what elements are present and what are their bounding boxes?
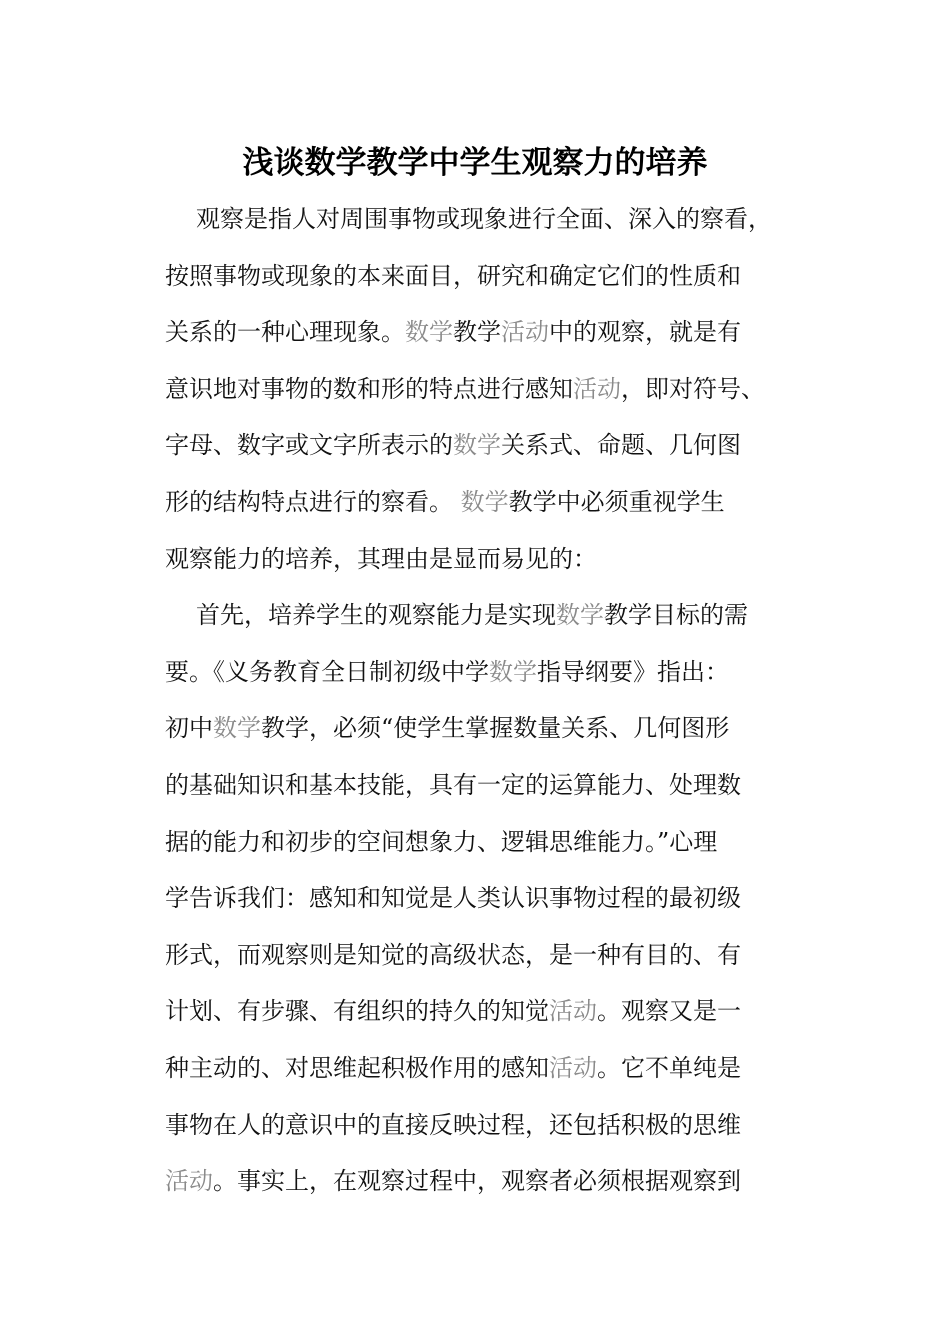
text-segment: 的基础知识和基本技能，具有一定的运算能力、处理数 [165,771,741,799]
highlighted-term: 活动 [549,997,597,1026]
text-segment: 关系的一种心理现象。 [165,318,405,347]
text-line [165,1161,805,1201]
text-line [165,1048,805,1088]
text-segment: 事物在人的意识中的直接反映过程，还包括积极的思维 [165,1110,741,1139]
text-segment: 。它不单纯是 [597,1054,741,1082]
text-line [165,765,805,805]
text-segment: 形的结构特点进行的察看。 [165,488,461,516]
text-line [165,822,805,862]
text-segment: 。事实上，在观察过程中，观察者必须根据观察到 [213,1167,741,1196]
text-line [165,708,805,748]
text-line [165,312,805,352]
text-segment: 初中 [165,714,213,743]
page-title: 浅谈数学教学中学生观察力的培养 [242,145,708,181]
text-segment: 教学中必须重视学生 [508,488,725,516]
highlighted-term: 数学 [460,488,509,516]
text-segment: 按照事物或现象的本来面目，研究和确定它们的性质和 [165,261,741,290]
text-line [165,369,805,409]
text-line [196,199,836,239]
text-segment: 计划、有步骤、有组织的持久的知觉 [165,997,549,1026]
highlighted-term: 数学 [453,431,501,460]
text-segment: 指导纲要》指出： [537,657,729,686]
text-segment: 教学目标的需 [604,601,748,630]
text-line [165,425,805,465]
text-segment: 观察能力的培养，其理由是显而易见的： [165,544,597,573]
text-line [165,1105,805,1145]
text-segment: 意识地对事物的数和形的特点进行感知 [165,374,573,403]
text-segment: ，即对符号、 [621,374,765,403]
text-line [196,595,836,635]
text-segment: 关系式、命题、几何图 [501,431,741,460]
text-segment: 据的能力和初步的空间想象力、逻辑思维能力。”心理 [165,827,718,856]
text-segment: 字母、数字或文字所表示的 [165,431,453,460]
text-segment: 观察是指人对周围事物或现象进行全面、深入的察看， [196,205,772,233]
text-line [165,878,805,918]
text-segment: 要。《义务教育全日制初级中学 [165,657,489,686]
highlighted-term: 活动 [165,1167,213,1196]
text-segment: 教学 [453,318,501,347]
highlighted-term: 活动 [573,374,621,403]
text-line [165,652,805,692]
highlighted-term: 数学 [213,714,261,743]
text-line [165,482,805,522]
text-line [165,256,805,296]
text-segment: 学告诉我们：感知和知觉是人类认识事物过程的最初级 [165,884,741,913]
text-segment: 形式，而观察则是知觉的高级状态，是一种有目的、有 [165,940,741,969]
highlighted-term: 数学 [489,657,537,686]
highlighted-term: 活动 [549,1054,597,1082]
text-segment: 中的观察，就是有 [549,318,741,347]
text-line [165,539,805,579]
text-segment: 教学，必须“使学生掌握数量关系、几何图形 [261,714,730,743]
text-line [165,935,805,975]
text-line [165,991,805,1031]
highlighted-term: 数学 [556,601,604,630]
text-segment: 种主动的、对思维起积极作用的感知 [165,1054,549,1082]
text-segment: 。观察又是一 [597,997,741,1026]
highlighted-term: 活动 [501,318,549,347]
highlighted-term: 数学 [405,318,453,347]
text-segment: 首先，培养学生的观察能力是实现 [196,601,556,630]
